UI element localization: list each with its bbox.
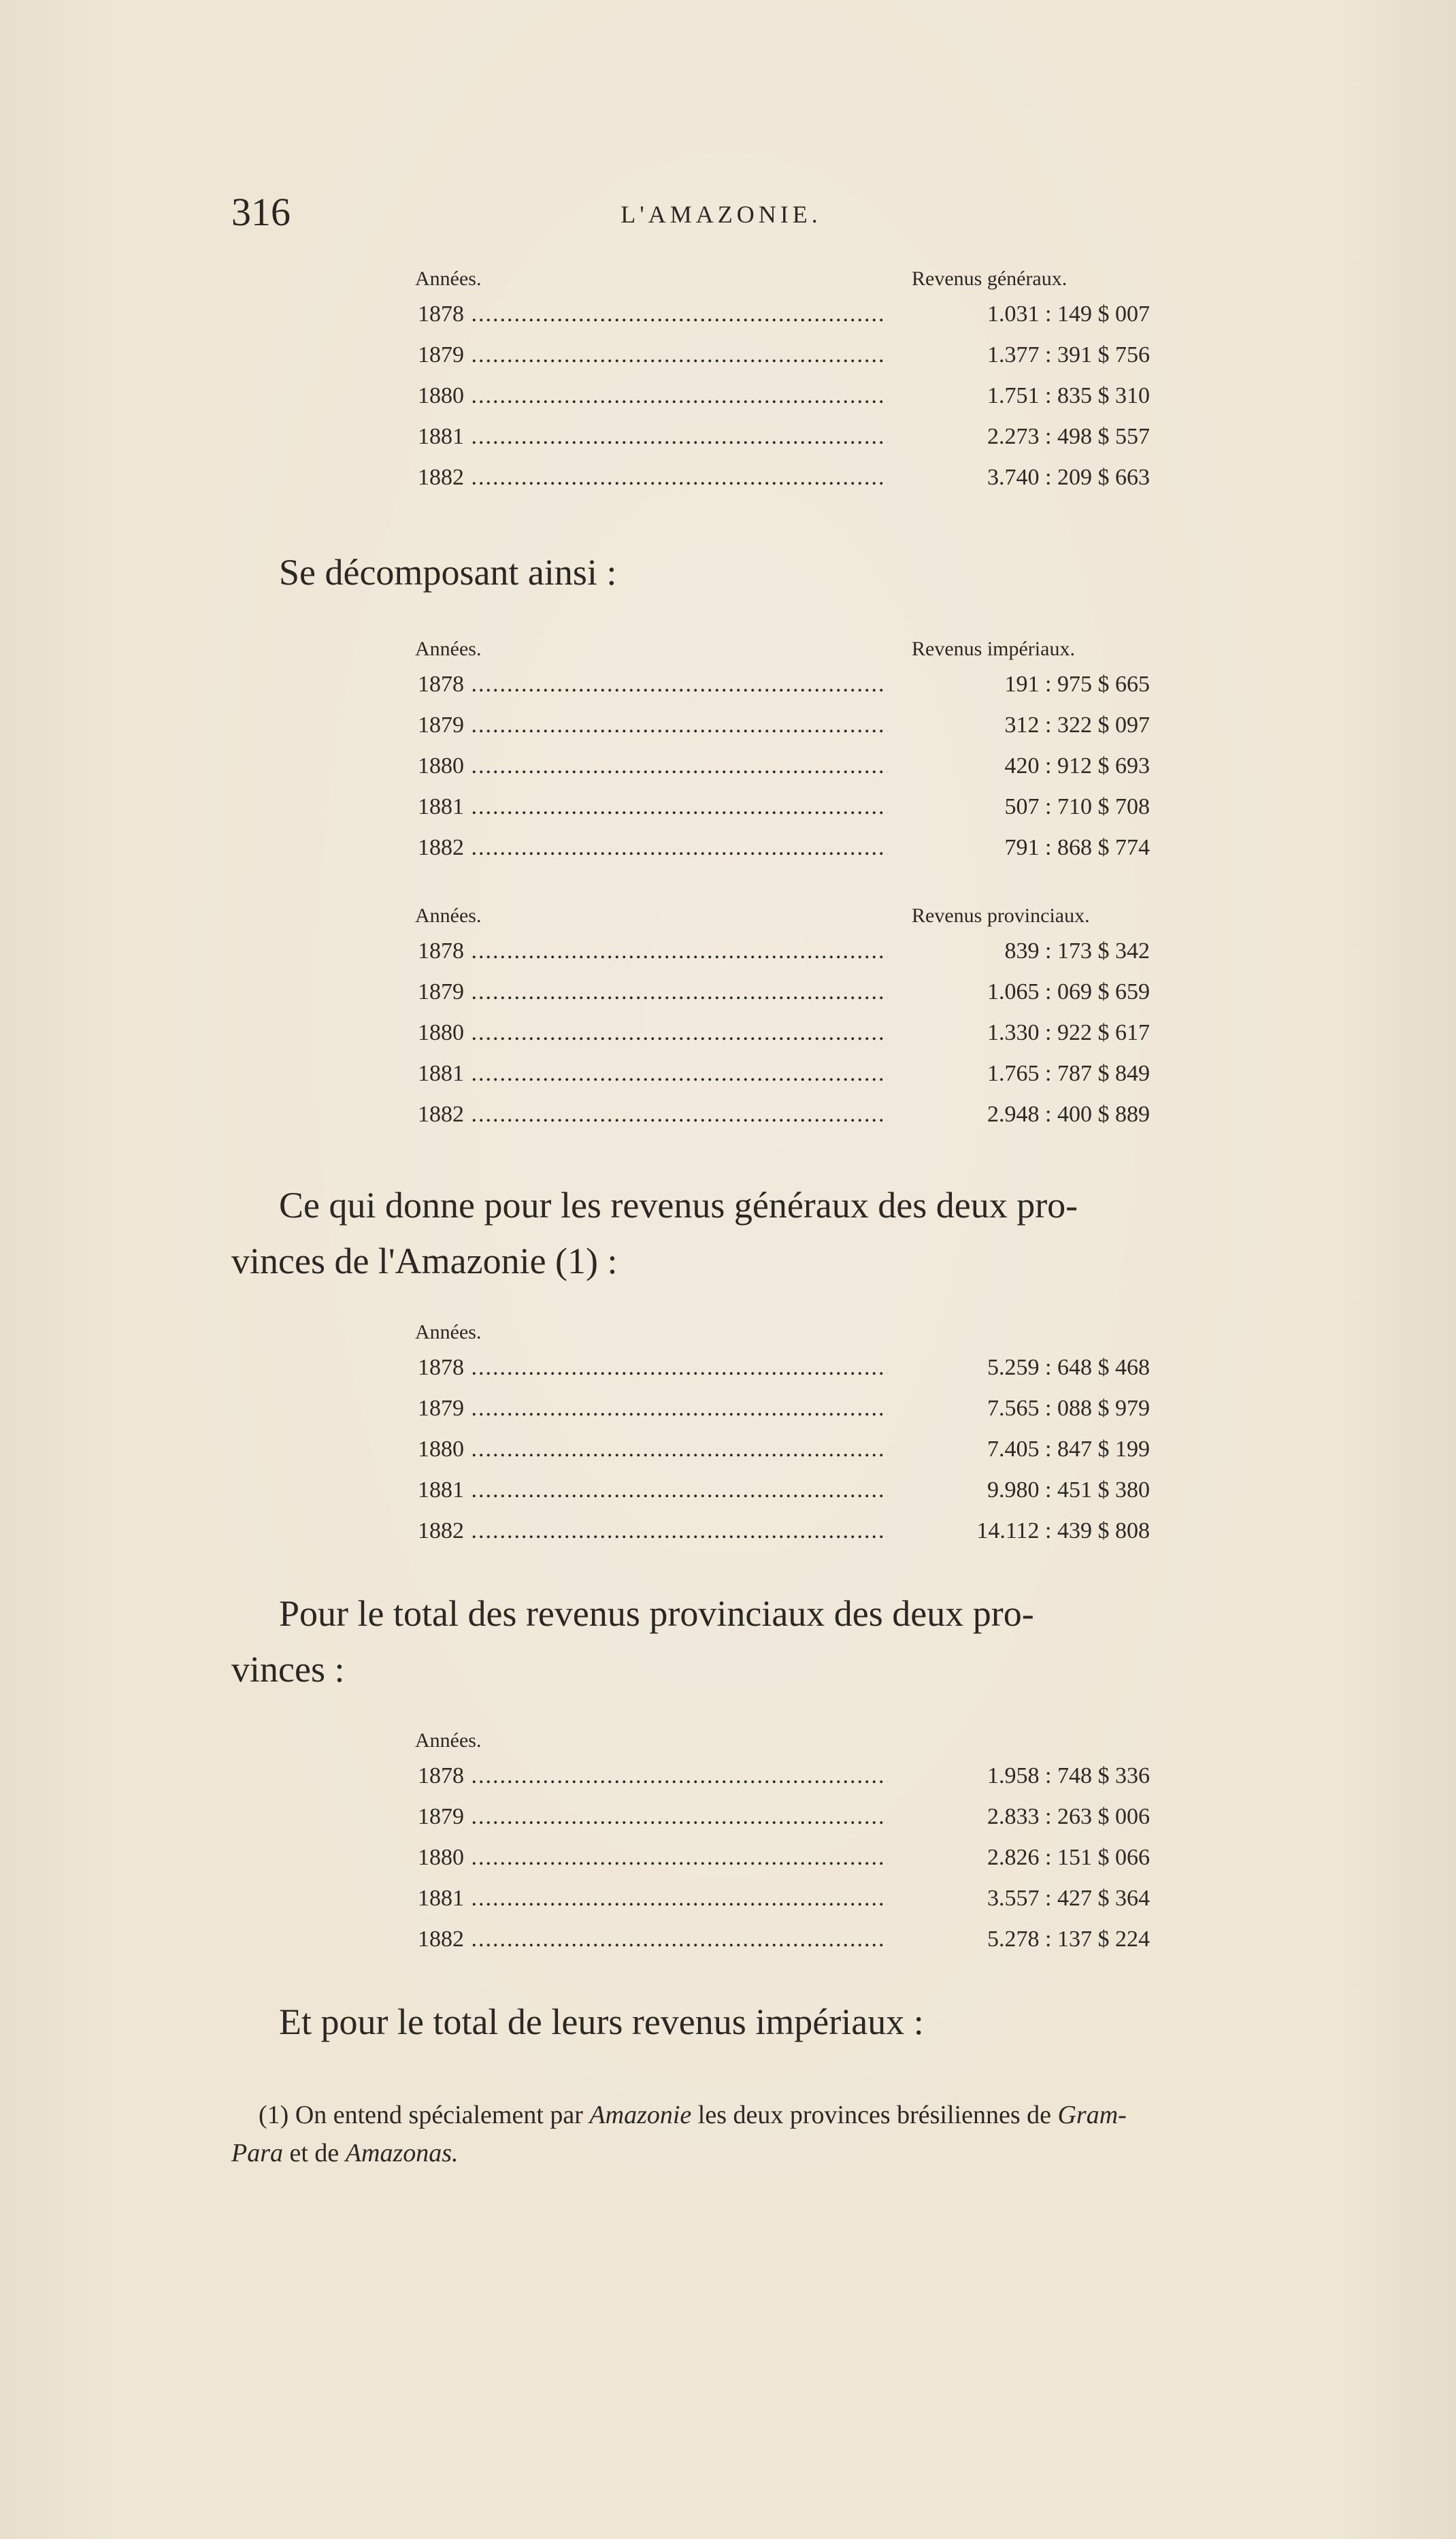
year-cell: 1880 ..... bbox=[418, 746, 887, 787]
table-row bbox=[415, 931, 1150, 972]
year-cell: 1881 ..... bbox=[418, 1053, 887, 1094]
footnote bbox=[231, 2096, 1327, 2172]
table-row bbox=[415, 1878, 1150, 1919]
paragraph-provincial-totals bbox=[231, 1586, 1320, 1697]
page-number: 316 bbox=[231, 190, 291, 234]
running-title: L'AMAZONIE. bbox=[621, 201, 822, 228]
table-row bbox=[415, 1511, 1150, 1552]
table-row bbox=[415, 1837, 1150, 1878]
footnote-term: Amazonie bbox=[589, 2101, 692, 2129]
table-row bbox=[415, 664, 1150, 705]
amount-cell: 7.405 : 847 $ 199 bbox=[987, 1437, 1150, 1462]
column-header-revenues: Revenus généraux. bbox=[912, 267, 1068, 290]
paragraph-line: vinces de l'Amazonie (1) : bbox=[231, 1241, 618, 1281]
column-header-revenues: Revenus provinciaux. bbox=[912, 904, 1090, 927]
table-header bbox=[415, 1726, 1150, 1756]
year-cell: 1880 ..... bbox=[418, 376, 887, 416]
column-header-revenues: Revenus impériaux. bbox=[912, 638, 1075, 660]
footnote-line-2 bbox=[231, 2134, 1327, 2172]
table-header bbox=[415, 634, 1150, 664]
table-row bbox=[415, 746, 1150, 787]
column-header-years: Années. bbox=[415, 267, 482, 290]
paragraph-line: Pour le total des revenus provinciaux des deux pro- bbox=[279, 1593, 1034, 1634]
table-row bbox=[415, 457, 1150, 498]
amount-cell: 191 : 975 $ 665 bbox=[1004, 672, 1150, 697]
year-cell: 1879 ..... bbox=[418, 1797, 887, 1837]
footnote-marker: (1) bbox=[259, 2101, 289, 2129]
year-cell: 1879 ..... bbox=[418, 1388, 887, 1429]
footnote-text: On entend spécialement par bbox=[295, 2101, 583, 2129]
table-total-general bbox=[415, 1317, 1150, 1552]
paragraph-line: Ce qui donne pour les revenus généraux des deux pro- bbox=[279, 1185, 1078, 1226]
amount-cell: 1.330 : 922 $ 617 bbox=[987, 1020, 1150, 1045]
year-cell: 1880 ..... bbox=[418, 1837, 887, 1878]
amount-cell: 5.278 : 137 $ 224 bbox=[987, 1927, 1150, 1952]
year-cell: 1878 ..... bbox=[418, 931, 887, 972]
footnote-term: Amazonas. bbox=[345, 2139, 459, 2167]
column-header-years: Années. bbox=[415, 1729, 482, 1752]
year-cell: 1879 ..... bbox=[418, 335, 887, 376]
table-general-revenues bbox=[415, 264, 1150, 498]
table-row bbox=[415, 828, 1150, 868]
table-row bbox=[415, 294, 1150, 335]
amount-cell: 1.377 : 391 $ 756 bbox=[987, 342, 1150, 367]
amount-cell: 9.980 : 451 $ 380 bbox=[987, 1477, 1150, 1503]
year-cell: 1881 ..... bbox=[418, 1878, 887, 1919]
footnote-term: Gram- bbox=[1057, 2101, 1127, 2129]
page-header bbox=[231, 189, 1211, 237]
amount-cell: 420 : 912 $ 693 bbox=[1004, 753, 1150, 779]
year-cell: 1882 ..... bbox=[418, 1094, 887, 1135]
year-cell: 1882 ..... bbox=[418, 1919, 887, 1960]
footnote-term: Para bbox=[231, 2139, 283, 2167]
amount-cell: 2.948 : 400 $ 889 bbox=[987, 1102, 1150, 1127]
table-row bbox=[415, 1013, 1150, 1053]
amount-cell: 14.112 : 439 $ 808 bbox=[976, 1518, 1150, 1543]
year-cell: 1880 ..... bbox=[418, 1013, 887, 1053]
amount-cell: 507 : 710 $ 708 bbox=[1004, 794, 1150, 819]
year-cell: 1882 ..... bbox=[418, 1511, 887, 1552]
table-imperial-revenues bbox=[415, 634, 1150, 868]
paragraph-general-totals bbox=[231, 1177, 1320, 1289]
year-cell: 1880 ..... bbox=[418, 1429, 887, 1470]
year-cell: 1881 ..... bbox=[418, 416, 887, 457]
amount-cell: 1.751 : 835 $ 310 bbox=[987, 383, 1150, 408]
table-row bbox=[415, 1470, 1150, 1511]
paragraph-decomposition: Se décomposant ainsi : bbox=[279, 552, 617, 593]
amount-cell: 1.765 : 787 $ 849 bbox=[987, 1061, 1150, 1086]
table-header bbox=[415, 1317, 1150, 1347]
table-row bbox=[415, 416, 1150, 457]
column-header-years: Années. bbox=[415, 904, 482, 927]
year-cell: 1881 ..... bbox=[418, 787, 887, 828]
table-row bbox=[415, 1388, 1150, 1429]
amount-cell: 2.273 : 498 $ 557 bbox=[987, 424, 1150, 449]
amount-cell: 2.833 : 263 $ 006 bbox=[987, 1804, 1150, 1829]
table-row bbox=[415, 705, 1150, 746]
year-cell: 1882 ..... bbox=[418, 457, 887, 498]
amount-cell: 791 : 868 $ 774 bbox=[1004, 835, 1150, 860]
amount-cell: 2.826 : 151 $ 066 bbox=[987, 1845, 1150, 1870]
year-cell: 1879 ..... bbox=[418, 972, 887, 1013]
footnote-text: et de bbox=[289, 2139, 340, 2167]
table-header bbox=[415, 264, 1150, 294]
table-row bbox=[415, 1094, 1150, 1135]
amount-cell: 3.740 : 209 $ 663 bbox=[987, 465, 1150, 490]
footnote-line-1 bbox=[231, 2096, 1327, 2134]
table-row bbox=[415, 376, 1150, 416]
table-row bbox=[415, 787, 1150, 828]
table-row bbox=[415, 335, 1150, 376]
table-row bbox=[415, 1429, 1150, 1470]
amount-cell: 1.958 : 748 $ 336 bbox=[987, 1763, 1150, 1788]
column-header-years: Années. bbox=[415, 1321, 482, 1343]
amount-cell: 7.565 : 088 $ 979 bbox=[987, 1396, 1150, 1421]
footnote-text: les deux provinces brésiliennes de bbox=[697, 2101, 1051, 2129]
table-row bbox=[415, 1919, 1150, 1960]
amount-cell: 3.557 : 427 $ 364 bbox=[987, 1886, 1150, 1911]
amount-cell: 839 : 173 $ 342 bbox=[1004, 938, 1150, 964]
year-cell: 1878 ..... bbox=[418, 664, 887, 705]
column-header-years: Années. bbox=[415, 638, 482, 660]
year-cell: 1878 ..... bbox=[418, 1756, 887, 1797]
year-cell: 1878 ..... bbox=[418, 294, 887, 335]
table-row bbox=[415, 1756, 1150, 1797]
paragraph-imperial-totals: Et pour le total de leurs revenus impériaux : bbox=[279, 2001, 924, 2042]
year-cell: 1879 ..... bbox=[418, 705, 887, 746]
amount-cell: 312 : 322 $ 097 bbox=[1004, 712, 1150, 738]
table-provincial-revenues bbox=[415, 901, 1150, 1135]
table-total-provincial bbox=[415, 1726, 1150, 1960]
year-cell: 1878 ..... bbox=[418, 1347, 887, 1388]
table-header bbox=[415, 901, 1150, 931]
amount-cell: 1.031 : 149 $ 007 bbox=[987, 301, 1150, 327]
amount-cell: 5.259 : 648 $ 468 bbox=[987, 1355, 1150, 1380]
year-cell: 1882 ..... bbox=[418, 828, 887, 868]
table-row bbox=[415, 1347, 1150, 1388]
table-row bbox=[415, 1797, 1150, 1837]
paragraph-line: vinces : bbox=[231, 1649, 345, 1690]
table-row bbox=[415, 1053, 1150, 1094]
amount-cell: 1.065 : 069 $ 659 bbox=[987, 979, 1150, 1004]
year-cell: 1881 ..... bbox=[418, 1470, 887, 1511]
table-row bbox=[415, 972, 1150, 1013]
